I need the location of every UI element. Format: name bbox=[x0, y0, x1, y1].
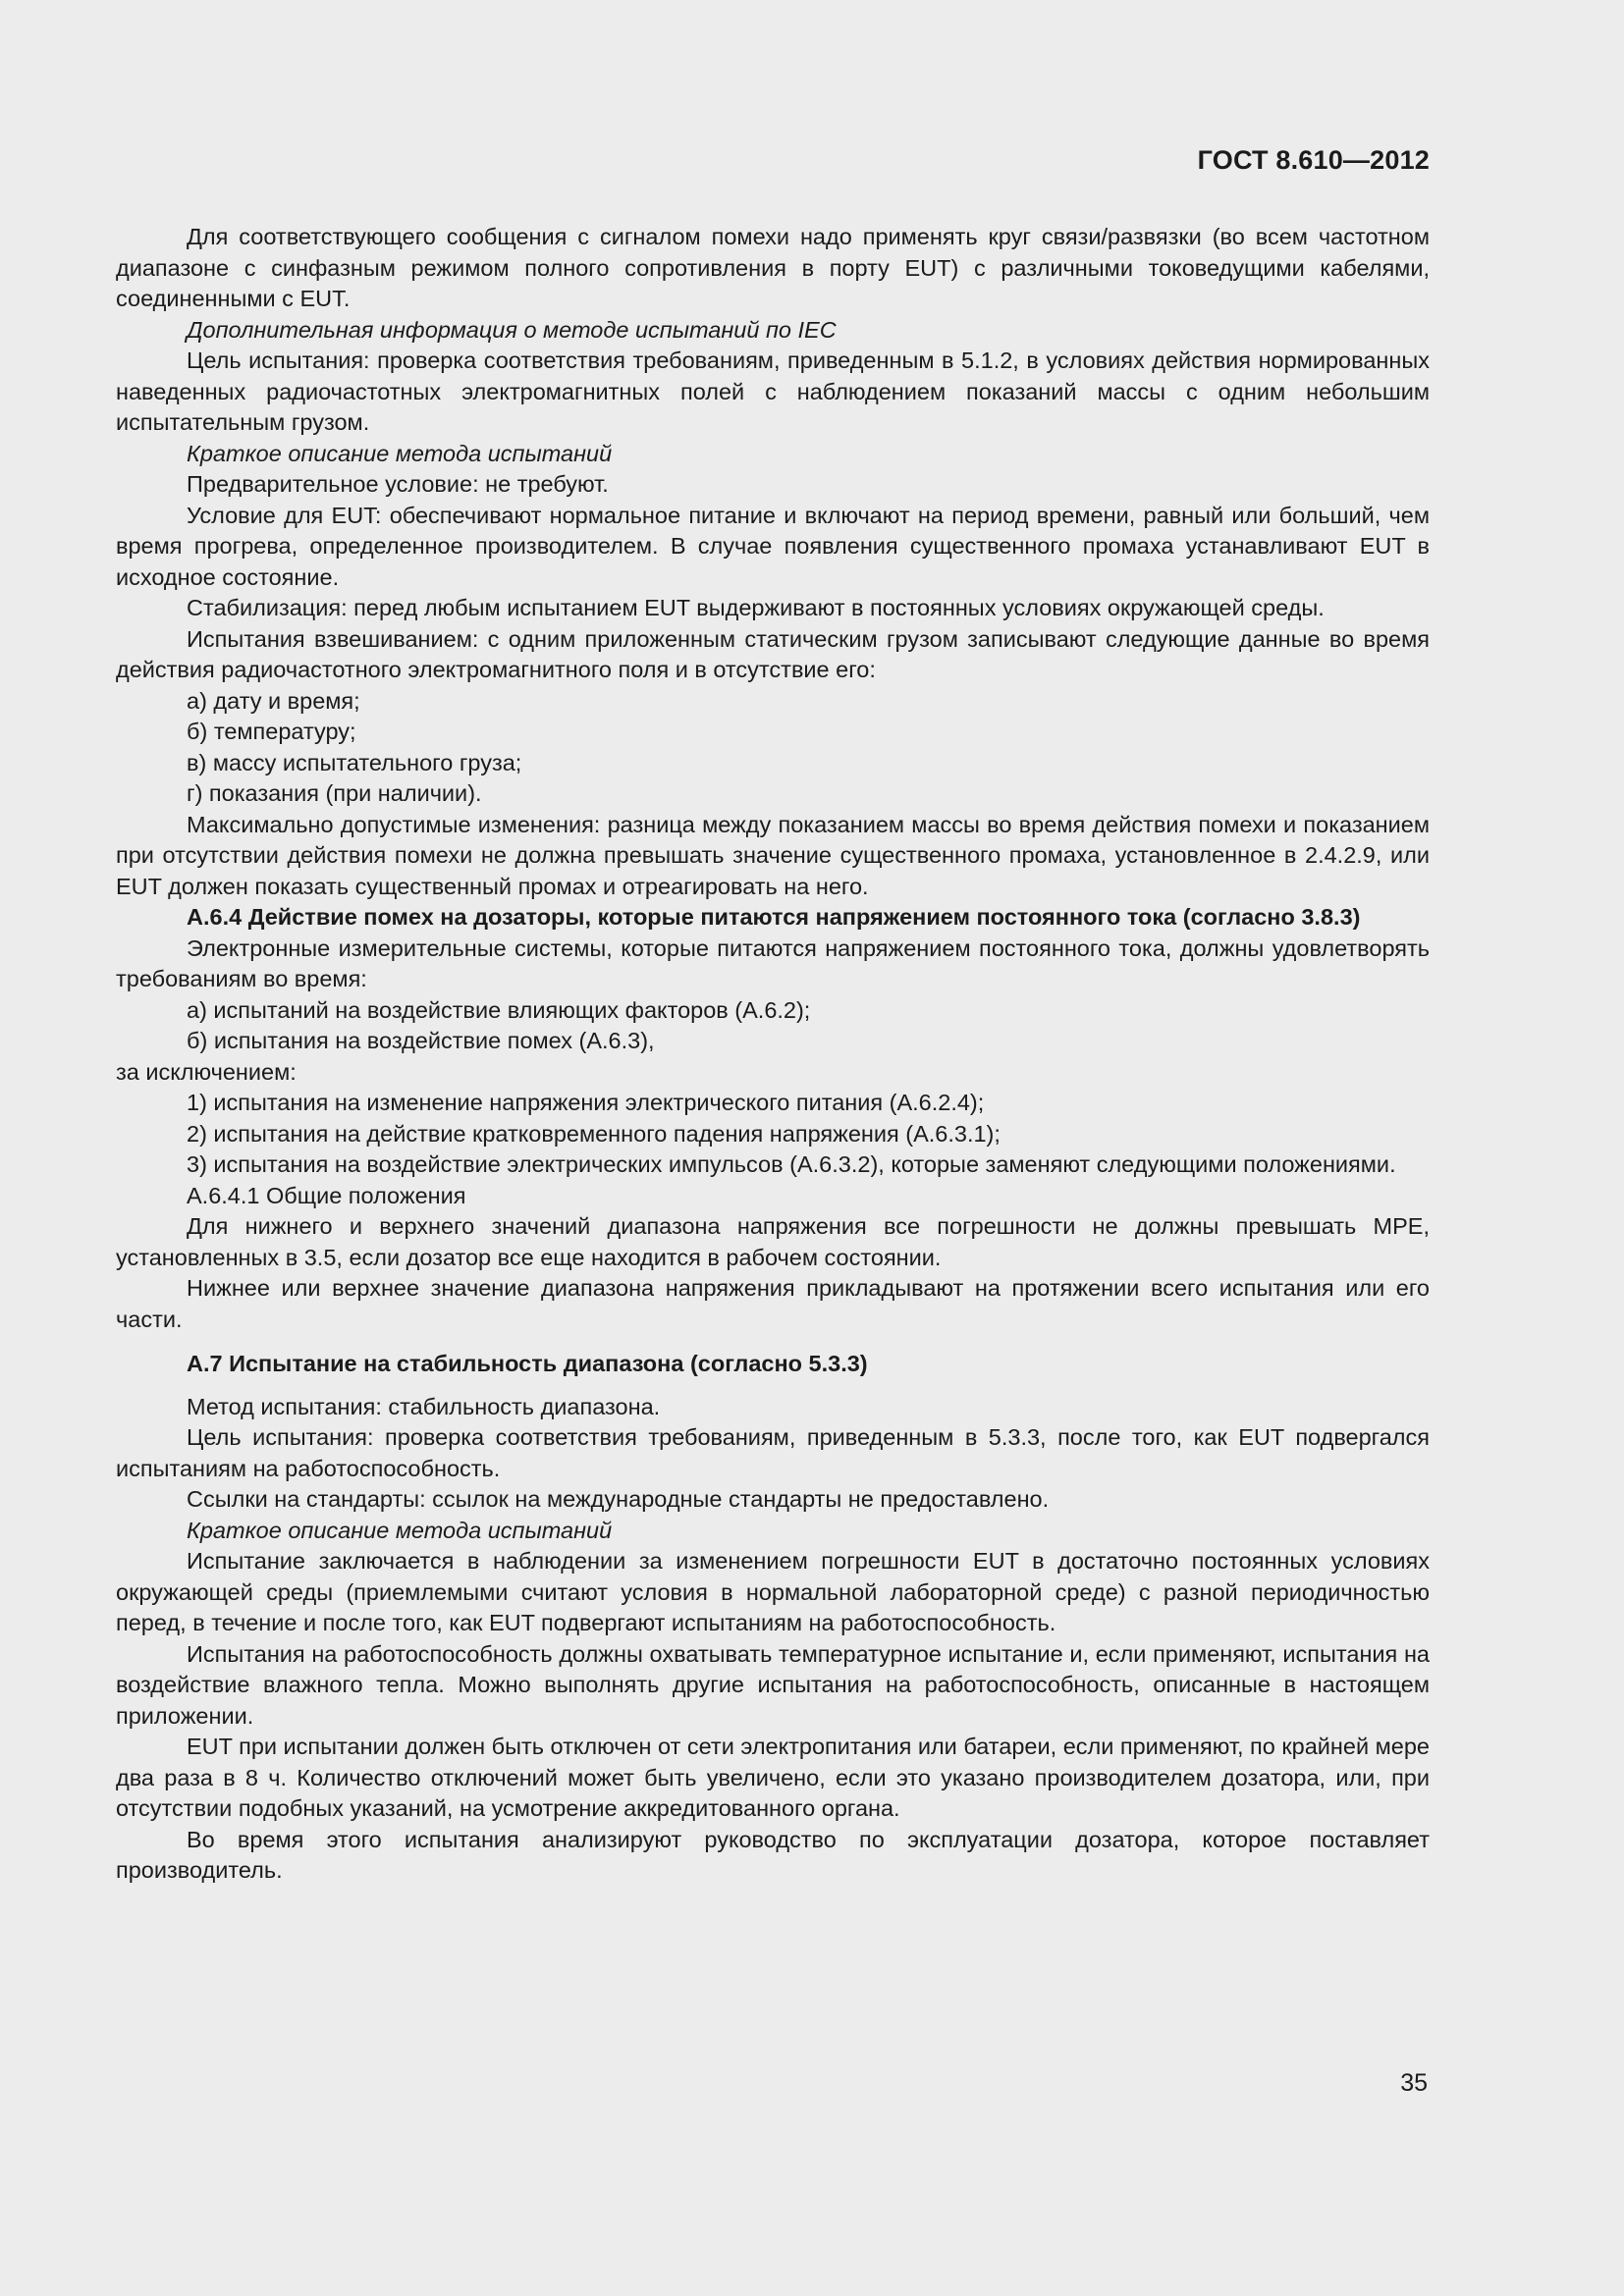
list-item: б) температуру; bbox=[187, 719, 356, 744]
list-item: г) показания (при наличии). bbox=[187, 780, 482, 806]
paragraph: EUT при испытании должен быть отключен от сети электропитания или батареи, если применяют, по крайней мере два раза в 8 ч. Количество отключений может быть увеличено, если это указано производителем дозатора, или, при отсутствии подобных указаний, на усмотрение аккредитованного органа. bbox=[116, 1734, 1430, 1821]
italic-subheading: Дополнительная информация о методе испытаний по IEC bbox=[187, 316, 837, 343]
italic-subheading: Краткое описание метода испытаний bbox=[187, 1517, 613, 1543]
list-item: в) массу испытательного груза; bbox=[187, 749, 522, 775]
bold-heading: А.6.4 Действие помех на дозаторы, которые питаются напряжением постоянного тока (согласно 3.8.3) bbox=[187, 904, 1361, 930]
paragraph: Условие для EUT: обеспечивают нормальное питание и включают на период времени, равный или больший, чем время прогрева, определенное производителем. В случае появления существенного промаха устанавливают EUT в исходное состояние. bbox=[116, 502, 1430, 590]
paragraph: Цель испытания: проверка соответствия требованиям, приведенным в 5.3.3, после того, как EUT подвергался испытаниям на работоспособность. bbox=[116, 1424, 1430, 1481]
italic-subheading: Краткое описание метода испытаний bbox=[187, 440, 613, 466]
paragraph: Цель испытания: проверка соответствия требованиям, приведенным в 5.1.2, в условиях действия нормированных наведенных радиочастотных электромагнитных полей с наблюдением показаний массы с одним небольшим испытательным грузом. bbox=[116, 347, 1430, 435]
paragraph: Нижнее или верхнее значение диапазона напряжения прикладывают на протяжении всего испытания или его части. bbox=[116, 1275, 1430, 1332]
list-item: А.6.4.1 Общие положения bbox=[187, 1182, 466, 1208]
paragraph: Для соответствующего сообщения с сигналом помехи надо применять круг связи/развязки (во всем частотном диапазоне с синфазным режимом полного сопротивления в порту EUT) с различными токоведущими кабелями, соединенными с EUT. bbox=[116, 224, 1430, 311]
list-item: а) испытаний на воздействие влияющих факторов (А.6.2); bbox=[187, 996, 811, 1023]
paragraph: Для нижнего и верхнего значений диапазона напряжения все погрешности не должны превышать MPE, установленных в 3.5, если дозатор все еще находится в рабочем состоянии. bbox=[116, 1213, 1430, 1270]
standard-code-header: ГОСТ 8.610—2012 bbox=[1197, 145, 1430, 175]
list-item: 1) испытания на изменение напряжения электрического питания (А.6.2.4); bbox=[187, 1090, 985, 1115]
paragraph: Испытание заключается в наблюдении за изменением погрешности EUT в достаточно постоянных условиях окружающей среды (приемлемыми считают условия в нормальной лабораторной среде) с разной периодичностью перед, в течение и после того, как EUT подвергают испытаниям на работоспособность. bbox=[116, 1548, 1430, 1635]
paragraph: Ссылки на стандарты: ссылок на международные стандарты не предоставлено. bbox=[187, 1486, 1050, 1512]
paragraph: Во время этого испытания анализируют руководство по эксплуатации дозатора, которое поставляет производитель. bbox=[116, 1826, 1430, 1883]
paragraph: за исключением: bbox=[116, 1058, 297, 1085]
page-number: 35 bbox=[1400, 2069, 1428, 2097]
paragraph: Испытания взвешиванием: с одним приложенным статическим грузом записывают следующие данные во время действия радиочастотного электромагнитного поля и в отсутствие его: bbox=[116, 625, 1430, 682]
list-item: а) дату и время; bbox=[187, 687, 360, 714]
section-heading: А.7 Испытание на стабильность диапазона (согласно 5.3.3) bbox=[187, 1351, 868, 1376]
document-body bbox=[116, 222, 1430, 1887]
paragraph: Предварительное условие: не требуют. bbox=[187, 471, 609, 497]
paragraph: Испытания на работоспособность должны охватывать температурное испытание и, если применяют, испытания на воздействие влажного тепла. Можно выполнять другие испытания на работоспособность, описанные в настоящем приложении. bbox=[116, 1640, 1430, 1729]
list-item: 2) испытания на действие кратковременного падения напряжения (А.6.3.1); bbox=[187, 1120, 1001, 1147]
paragraph: Стабилизация: перед любым испытанием EUT выдерживают в постоянных условиях окружающей среды. bbox=[187, 595, 1325, 620]
list-item: б) испытания на воздействие помех (А.6.3), bbox=[187, 1028, 655, 1053]
paragraph: Метод испытания: стабильность диапазона. bbox=[187, 1393, 661, 1419]
paragraph: 3) испытания на воздействие электрических импульсов (А.6.3.2), которые заменяют следующими положениями. bbox=[187, 1151, 1396, 1177]
paragraph: Максимально допустимые изменения: разница между показанием массы во время действия помехи и показанием при отсутствии действия помехи не должна превышать значение существенного промаха, установленное в 2.4.2.9, или EUT должен показать существенный промах и отреагировать на него. bbox=[116, 811, 1430, 899]
paragraph: Электронные измерительные системы, которые питаются напряжением постоянного тока, должны удовлетворять требованиям во время: bbox=[116, 934, 1430, 991]
